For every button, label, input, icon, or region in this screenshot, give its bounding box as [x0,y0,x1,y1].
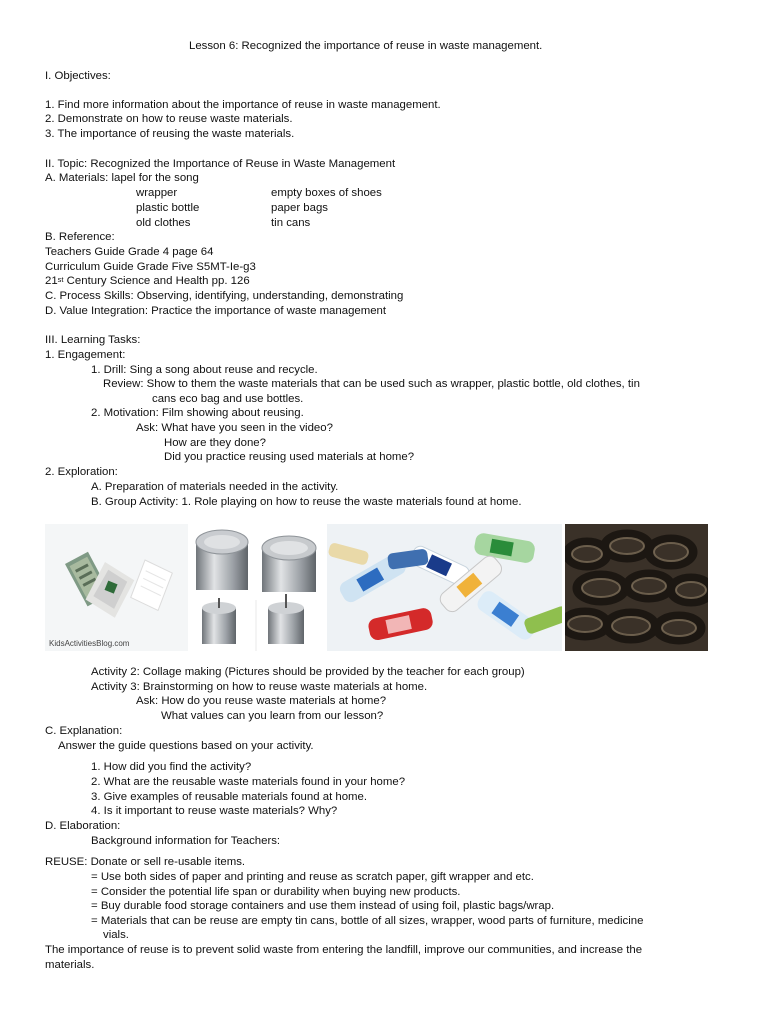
wrappers-photo [45,524,188,651]
ask-line: How are they done? [164,437,266,449]
reuse-point-cont: vials. [103,929,129,941]
materials-label: A. Materials: lapel for the song [45,172,199,184]
learning-tasks-heading: III. Learning Tasks: [45,334,141,346]
exploration-heading: 2. Exploration: [45,466,118,478]
old-tires-photo [565,524,708,651]
conclusion-line: materials. [45,959,95,971]
plastic-bottles-photo [327,524,562,651]
guide-question: 2. What are the reusable waste materials found in your home? [91,776,406,788]
review-line-cont: cans eco bag and use bottles. [152,393,304,405]
photo-caption: KidsActivitiesBlog.com [49,639,130,648]
ask-line: Ask: What have you seen in the video? [136,422,333,434]
material-item: old clothes [136,217,191,229]
reuse-point: = Consider the potential life span or durability when buying new products. [91,886,461,898]
explanation-text: Answer the guide questions based on your activity. [58,740,314,752]
review-line: Review: Show to them the waste materials that can be used such as wrapper, plastic bottle, old clothes, tin [103,378,640,390]
objective-item: 3. The importance of reusing the waste materials. [45,128,295,140]
objective-item: 1. Find more information about the importance of reuse in waste management. [45,99,441,111]
activity-3: Activity 3: Brainstorming on how to reuse waste materials at home. [91,681,428,693]
topic-heading: II. Topic: Recognized the Importance of Reuse in Waste Management [45,158,396,170]
material-item: empty boxes of shoes [271,187,382,199]
material-item: wrapper [136,187,178,199]
engagement-heading: 1. Engagement: [45,349,126,361]
wrappers-illustration [45,524,188,651]
ask-line: Did you practice reusing used materials at home? [164,451,415,463]
guide-question: 3. Give examples of reusable materials found at home. [91,791,368,803]
exploration-item: A. Preparation of materials needed in the activity. [91,481,339,493]
guide-question: 1. How did you find the activity? [91,761,252,773]
motivation-line: 2. Motivation: Film showing about reusing. [91,407,304,419]
reuse-point: = Materials that can be reuse are empty tin cans, bottle of all sizes, wrapper, wood parts of furniture, medicine [91,915,644,927]
activity-2: Activity 2: Collage making (Pictures should be provided by the teacher for each group) [91,666,525,678]
material-item: tin cans [271,217,311,229]
value-integration: D. Value Integration: Practice the importance of waste management [45,305,387,317]
elaboration-heading: D. Elaboration: [45,820,121,832]
ask-line: Ask: How do you reuse waste materials at home? [136,695,387,707]
reference-edition-number: 21 [45,275,58,287]
reference-item [45,274,250,288]
reference-label: B. Reference: [45,231,115,243]
reference-edition-suffix: st [57,275,64,284]
reuse-point: = Buy durable food storage containers and use them instead of using foil, plastic bags/wrap. [91,900,555,912]
tin-cans-illustration [190,524,323,651]
guide-question: 4. Is it important to reuse waste materials? Why? [91,805,338,817]
background-heading: Background information for Teachers: [91,835,281,847]
objective-item: 2. Demonstrate on how to reuse waste materials. [45,113,293,125]
process-skills: C. Process Skills: Observing, identifying, understanding, demonstrating [45,290,404,302]
old-tires-illustration [565,524,708,651]
exploration-item: B. Group Activity: 1. Role playing on how to reuse the waste materials found at home. [91,496,522,508]
lesson-title: Lesson 6: Recognized the importance of reuse in waste management. [189,40,543,52]
reference-item: Curriculum Guide Grade Five S5MT-Ie-g3 [45,261,256,273]
reuse-heading: REUSE: Donate or sell re-usable items. [45,856,246,868]
plastic-bottles-illustration [327,524,562,651]
material-item: plastic bottle [136,202,200,214]
reuse-point: = Use both sides of paper and printing and reuse as scratch paper, gift wrapper and etc. [91,871,534,883]
reference-item: Teachers Guide Grade 4 page 64 [45,246,214,258]
explanation-heading: C. Explanation: [45,725,123,737]
ask-line: What values can you learn from our lesson? [161,710,384,722]
reference-edition-rest: Century Science and Health pp. 126 [63,275,250,287]
material-item: paper bags [271,202,328,214]
drill-line: 1. Drill: Sing a song about reuse and recycle. [91,364,318,376]
tin-cans-photo [190,524,323,651]
objectives-heading: I. Objectives: [45,70,111,82]
conclusion-line: The importance of reuse is to prevent solid waste from entering the landfill, improve our communities, and increase the [45,944,643,956]
